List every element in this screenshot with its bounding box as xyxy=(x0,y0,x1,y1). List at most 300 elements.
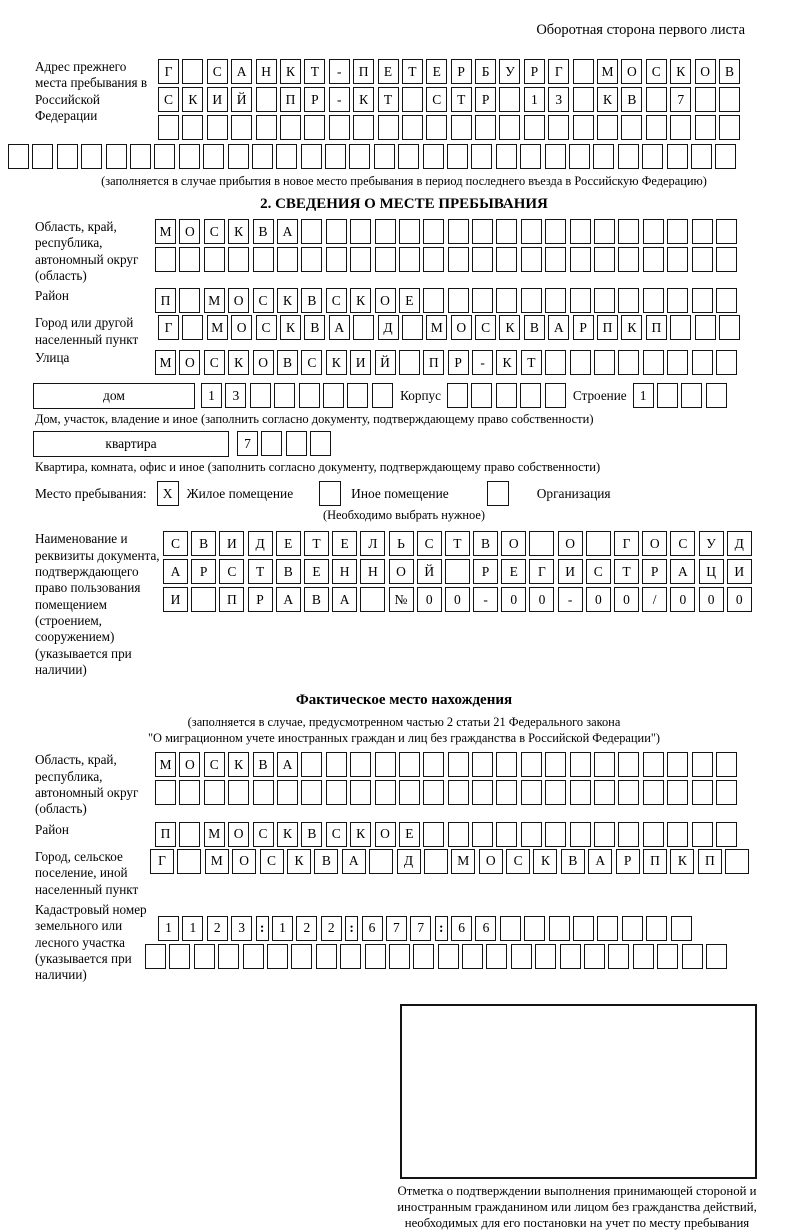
grid-cell[interactable] xyxy=(423,219,444,244)
grid-cell[interactable] xyxy=(228,144,249,169)
grid-cell[interactable] xyxy=(472,780,493,805)
grid-cell[interactable] xyxy=(32,144,53,169)
grid-cell[interactable] xyxy=(529,531,554,556)
grid-cell[interactable]: А xyxy=(588,849,612,874)
grid-cell[interactable]: В xyxy=(191,531,216,556)
grid-cell[interactable]: С xyxy=(586,559,611,584)
grid-cell[interactable] xyxy=(570,247,591,272)
grid-cell[interactable] xyxy=(695,87,716,112)
grid-cell[interactable] xyxy=(472,752,493,777)
grid-cell[interactable]: Д xyxy=(248,531,273,556)
grid-cell[interactable] xyxy=(716,247,737,272)
grid-cell[interactable] xyxy=(231,115,252,140)
grid-cell[interactable]: К xyxy=(228,350,249,375)
grid-cell[interactable] xyxy=(594,247,615,272)
grid-cell[interactable]: О xyxy=(179,752,200,777)
grid-cell[interactable] xyxy=(646,115,667,140)
grid-cell[interactable]: В xyxy=(561,849,585,874)
organization-checkbox[interactable] xyxy=(487,481,509,506)
grid-cell[interactable] xyxy=(719,87,740,112)
grid-cell[interactable] xyxy=(182,115,203,140)
grid-cell[interactable]: : xyxy=(435,916,448,941)
grid-cell[interactable] xyxy=(372,383,393,408)
grid-cell[interactable] xyxy=(715,144,736,169)
grid-cell[interactable] xyxy=(545,288,566,313)
grid-cell[interactable]: Т xyxy=(445,531,470,556)
grid-cell[interactable] xyxy=(145,944,166,969)
grid-cell[interactable]: О xyxy=(228,822,249,847)
grid-cell[interactable] xyxy=(570,288,591,313)
grid-cell[interactable]: М xyxy=(155,752,176,777)
grid-cell[interactable]: И xyxy=(219,531,244,556)
grid-cell[interactable] xyxy=(521,752,542,777)
grid-cell[interactable]: К xyxy=(353,87,374,112)
grid-cell[interactable]: Т xyxy=(451,87,472,112)
grid-cell[interactable] xyxy=(316,944,337,969)
grid-cell[interactable] xyxy=(667,822,688,847)
grid-cell[interactable]: 6 xyxy=(451,916,472,941)
grid-cell[interactable]: 0 xyxy=(529,587,554,612)
grid-cell[interactable] xyxy=(692,219,713,244)
grid-cell[interactable] xyxy=(350,219,371,244)
grid-cell[interactable] xyxy=(286,431,307,456)
grid-cell[interactable]: О xyxy=(642,531,667,556)
grid-cell[interactable]: Б xyxy=(475,59,496,84)
grid-cell[interactable] xyxy=(594,288,615,313)
grid-cell[interactable] xyxy=(399,247,420,272)
grid-cell[interactable]: С xyxy=(426,87,447,112)
grid-cell[interactable] xyxy=(545,144,566,169)
grid-cell[interactable] xyxy=(462,944,483,969)
grid-cell[interactable] xyxy=(375,219,396,244)
grid-cell[interactable]: И xyxy=(207,87,228,112)
grid-cell[interactable]: Т xyxy=(248,559,273,584)
grid-cell[interactable] xyxy=(448,822,469,847)
grid-cell[interactable] xyxy=(657,383,678,408)
grid-cell[interactable] xyxy=(389,944,410,969)
grid-cell[interactable]: К xyxy=(280,315,301,340)
grid-cell[interactable]: В xyxy=(301,288,322,313)
grid-cell[interactable]: Д xyxy=(397,849,421,874)
grid-cell[interactable]: С xyxy=(326,822,347,847)
grid-cell[interactable] xyxy=(706,944,727,969)
grid-cell[interactable] xyxy=(643,752,664,777)
grid-cell[interactable] xyxy=(423,247,444,272)
grid-cell[interactable] xyxy=(570,350,591,375)
grid-cell[interactable]: 1 xyxy=(182,916,203,941)
grid-cell[interactable] xyxy=(496,219,517,244)
grid-cell[interactable]: П xyxy=(155,288,176,313)
grid-cell[interactable] xyxy=(301,247,322,272)
grid-cell[interactable]: 0 xyxy=(445,587,470,612)
grid-cell[interactable]: 3 xyxy=(225,383,246,408)
grid-cell[interactable]: И xyxy=(558,559,583,584)
grid-cell[interactable] xyxy=(267,944,288,969)
residential-checkbox[interactable]: X xyxy=(157,481,179,506)
grid-cell[interactable]: Р xyxy=(573,315,594,340)
grid-cell[interactable] xyxy=(423,144,444,169)
grid-cell[interactable]: К xyxy=(499,315,520,340)
grid-cell[interactable]: 0 xyxy=(670,587,695,612)
grid-cell[interactable]: 1 xyxy=(524,87,545,112)
grid-cell[interactable] xyxy=(496,822,517,847)
grid-cell[interactable] xyxy=(448,780,469,805)
grid-cell[interactable]: К xyxy=(621,315,642,340)
grid-cell[interactable]: К xyxy=(228,752,249,777)
grid-cell[interactable]: К xyxy=(597,87,618,112)
grid-cell[interactable]: С xyxy=(256,315,277,340)
grid-cell[interactable] xyxy=(496,247,517,272)
grid-cell[interactable]: Р xyxy=(304,87,325,112)
grid-cell[interactable]: Е xyxy=(332,531,357,556)
grid-cell[interactable] xyxy=(447,144,468,169)
grid-cell[interactable] xyxy=(511,944,532,969)
grid-cell[interactable] xyxy=(329,115,350,140)
grid-cell[interactable]: О xyxy=(451,315,472,340)
grid-cell[interactable]: К xyxy=(670,849,694,874)
grid-cell[interactable]: О xyxy=(253,350,274,375)
grid-cell[interactable]: Г xyxy=(548,59,569,84)
grid-cell[interactable] xyxy=(191,587,216,612)
grid-cell[interactable] xyxy=(424,849,448,874)
grid-cell[interactable] xyxy=(256,115,277,140)
grid-cell[interactable] xyxy=(725,849,749,874)
grid-cell[interactable] xyxy=(81,144,102,169)
grid-cell[interactable] xyxy=(584,944,605,969)
grid-cell[interactable]: О xyxy=(389,559,414,584)
grid-cell[interactable] xyxy=(597,916,618,941)
grid-cell[interactable] xyxy=(326,752,347,777)
grid-cell[interactable]: : xyxy=(345,916,358,941)
grid-cell[interactable]: У xyxy=(699,531,724,556)
grid-cell[interactable]: С xyxy=(417,531,442,556)
grid-cell[interactable] xyxy=(426,115,447,140)
grid-cell[interactable] xyxy=(633,944,654,969)
grid-cell[interactable]: А xyxy=(332,587,357,612)
grid-cell[interactable] xyxy=(692,752,713,777)
grid-cell[interactable] xyxy=(681,383,702,408)
grid-cell[interactable] xyxy=(594,822,615,847)
grid-cell[interactable] xyxy=(695,115,716,140)
grid-cell[interactable] xyxy=(695,315,716,340)
grid-cell[interactable] xyxy=(8,144,29,169)
grid-cell[interactable] xyxy=(57,144,78,169)
grid-cell[interactable] xyxy=(573,115,594,140)
grid-cell[interactable]: А xyxy=(329,315,350,340)
grid-cell[interactable] xyxy=(521,247,542,272)
grid-cell[interactable]: Т xyxy=(304,59,325,84)
grid-cell[interactable] xyxy=(182,59,203,84)
grid-cell[interactable] xyxy=(304,115,325,140)
grid-cell[interactable]: С xyxy=(506,849,530,874)
grid-cell[interactable] xyxy=(179,247,200,272)
grid-cell[interactable] xyxy=(545,219,566,244)
grid-cell[interactable] xyxy=(349,144,370,169)
grid-cell[interactable]: О xyxy=(501,531,526,556)
grid-cell[interactable]: П xyxy=(280,87,301,112)
grid-cell[interactable] xyxy=(277,247,298,272)
grid-cell[interactable]: В xyxy=(473,531,498,556)
grid-cell[interactable] xyxy=(438,944,459,969)
grid-cell[interactable] xyxy=(521,219,542,244)
grid-cell[interactable] xyxy=(716,288,737,313)
grid-cell[interactable] xyxy=(570,822,591,847)
grid-cell[interactable] xyxy=(280,115,301,140)
grid-cell[interactable]: С xyxy=(253,822,274,847)
grid-cell[interactable] xyxy=(326,247,347,272)
grid-cell[interactable]: О xyxy=(375,822,396,847)
grid-cell[interactable]: Т xyxy=(614,559,639,584)
grid-cell[interactable] xyxy=(276,144,297,169)
grid-cell[interactable] xyxy=(243,944,264,969)
grid-cell[interactable]: А xyxy=(277,219,298,244)
grid-cell[interactable]: С xyxy=(475,315,496,340)
grid-cell[interactable] xyxy=(402,87,423,112)
grid-cell[interactable] xyxy=(496,752,517,777)
grid-cell[interactable]: П xyxy=(423,350,444,375)
grid-cell[interactable] xyxy=(716,752,737,777)
grid-cell[interactable]: 0 xyxy=(501,587,526,612)
grid-cell[interactable] xyxy=(670,115,691,140)
grid-cell[interactable] xyxy=(204,247,225,272)
grid-cell[interactable]: Р xyxy=(642,559,667,584)
grid-cell[interactable] xyxy=(496,288,517,313)
grid-cell[interactable] xyxy=(399,780,420,805)
grid-cell[interactable] xyxy=(520,144,541,169)
grid-cell[interactable] xyxy=(472,822,493,847)
grid-cell[interactable]: В xyxy=(301,822,322,847)
grid-cell[interactable]: О xyxy=(375,288,396,313)
grid-cell[interactable] xyxy=(545,752,566,777)
grid-cell[interactable]: К xyxy=(287,849,311,874)
grid-cell[interactable]: К xyxy=(228,219,249,244)
grid-cell[interactable]: № xyxy=(389,587,414,612)
grid-cell[interactable]: А xyxy=(670,559,695,584)
grid-cell[interactable] xyxy=(622,916,643,941)
grid-cell[interactable] xyxy=(520,383,541,408)
grid-cell[interactable] xyxy=(618,822,639,847)
grid-cell[interactable] xyxy=(618,780,639,805)
grid-cell[interactable]: К xyxy=(670,59,691,84)
grid-cell[interactable] xyxy=(448,288,469,313)
grid-cell[interactable] xyxy=(521,780,542,805)
grid-cell[interactable] xyxy=(472,288,493,313)
grid-cell[interactable] xyxy=(375,780,396,805)
grid-cell[interactable] xyxy=(593,144,614,169)
grid-cell[interactable] xyxy=(301,752,322,777)
grid-cell[interactable] xyxy=(169,944,190,969)
grid-cell[interactable] xyxy=(402,315,423,340)
grid-cell[interactable]: 3 xyxy=(231,916,252,941)
grid-cell[interactable]: / xyxy=(642,587,667,612)
grid-cell[interactable] xyxy=(399,350,420,375)
grid-cell[interactable] xyxy=(496,383,517,408)
grid-cell[interactable] xyxy=(548,115,569,140)
grid-cell[interactable] xyxy=(471,144,492,169)
grid-cell[interactable] xyxy=(301,144,322,169)
grid-cell[interactable] xyxy=(350,247,371,272)
grid-cell[interactable] xyxy=(447,383,468,408)
grid-cell[interactable]: 2 xyxy=(321,916,342,941)
grid-cell[interactable]: - xyxy=(558,587,583,612)
grid-cell[interactable] xyxy=(261,431,282,456)
grid-cell[interactable]: 7 xyxy=(237,431,258,456)
grid-cell[interactable] xyxy=(618,752,639,777)
grid-cell[interactable] xyxy=(347,383,368,408)
grid-cell[interactable]: В xyxy=(314,849,338,874)
grid-cell[interactable] xyxy=(594,350,615,375)
grid-cell[interactable]: С xyxy=(158,87,179,112)
grid-cell[interactable] xyxy=(448,752,469,777)
grid-cell[interactable]: Р xyxy=(448,350,469,375)
grid-cell[interactable] xyxy=(158,115,179,140)
grid-cell[interactable] xyxy=(692,350,713,375)
grid-cell[interactable]: Л xyxy=(360,531,385,556)
grid-cell[interactable] xyxy=(326,780,347,805)
grid-cell[interactable]: К xyxy=(280,59,301,84)
grid-cell[interactable] xyxy=(535,944,556,969)
grid-cell[interactable]: Д xyxy=(727,531,752,556)
grid-cell[interactable]: 7 xyxy=(670,87,691,112)
grid-cell[interactable]: Н xyxy=(256,59,277,84)
grid-cell[interactable] xyxy=(398,144,419,169)
grid-cell[interactable] xyxy=(545,780,566,805)
grid-cell[interactable]: У xyxy=(499,59,520,84)
grid-cell[interactable] xyxy=(667,247,688,272)
grid-cell[interactable] xyxy=(375,752,396,777)
grid-cell[interactable] xyxy=(207,115,228,140)
grid-cell[interactable]: Е xyxy=(276,531,301,556)
grid-cell[interactable]: 1 xyxy=(272,916,293,941)
grid-cell[interactable]: М xyxy=(205,849,229,874)
grid-cell[interactable] xyxy=(155,780,176,805)
grid-cell[interactable] xyxy=(228,780,249,805)
grid-cell[interactable]: Е xyxy=(399,822,420,847)
grid-cell[interactable] xyxy=(365,944,386,969)
grid-cell[interactable]: А xyxy=(342,849,366,874)
grid-cell[interactable] xyxy=(203,144,224,169)
grid-cell[interactable] xyxy=(692,780,713,805)
grid-cell[interactable] xyxy=(472,219,493,244)
grid-cell[interactable] xyxy=(646,916,667,941)
grid-cell[interactable]: К xyxy=(182,87,203,112)
grid-cell[interactable] xyxy=(218,944,239,969)
grid-cell[interactable]: Г xyxy=(158,59,179,84)
grid-cell[interactable] xyxy=(291,944,312,969)
grid-cell[interactable]: Н xyxy=(332,559,357,584)
grid-cell[interactable] xyxy=(252,144,273,169)
grid-cell[interactable]: Р xyxy=(473,559,498,584)
grid-cell[interactable] xyxy=(177,849,201,874)
grid-cell[interactable]: И xyxy=(350,350,371,375)
grid-cell[interactable]: 6 xyxy=(475,916,496,941)
grid-cell[interactable] xyxy=(618,247,639,272)
grid-cell[interactable] xyxy=(560,944,581,969)
grid-cell[interactable]: С xyxy=(670,531,695,556)
grid-cell[interactable] xyxy=(570,752,591,777)
grid-cell[interactable] xyxy=(451,115,472,140)
grid-cell[interactable] xyxy=(643,350,664,375)
grid-cell[interactable] xyxy=(360,587,385,612)
grid-cell[interactable]: К xyxy=(350,822,371,847)
grid-cell[interactable]: О xyxy=(479,849,503,874)
grid-cell[interactable] xyxy=(274,383,295,408)
grid-cell[interactable] xyxy=(423,822,444,847)
grid-cell[interactable] xyxy=(340,944,361,969)
grid-cell[interactable]: Р xyxy=(191,559,216,584)
grid-cell[interactable] xyxy=(642,144,663,169)
grid-cell[interactable]: О xyxy=(231,315,252,340)
grid-cell[interactable] xyxy=(594,219,615,244)
grid-cell[interactable]: О xyxy=(232,849,256,874)
grid-cell[interactable] xyxy=(667,752,688,777)
grid-cell[interactable]: С xyxy=(326,288,347,313)
grid-cell[interactable]: 0 xyxy=(699,587,724,612)
grid-cell[interactable] xyxy=(573,87,594,112)
grid-cell[interactable]: О xyxy=(695,59,716,84)
grid-cell[interactable] xyxy=(524,916,545,941)
grid-cell[interactable]: С xyxy=(207,59,228,84)
grid-cell[interactable]: П xyxy=(597,315,618,340)
grid-cell[interactable]: К xyxy=(277,822,298,847)
grid-cell[interactable] xyxy=(618,219,639,244)
grid-cell[interactable]: М xyxy=(597,59,618,84)
grid-cell[interactable]: 1 xyxy=(201,383,222,408)
grid-cell[interactable] xyxy=(179,144,200,169)
grid-cell[interactable]: 0 xyxy=(614,587,639,612)
grid-cell[interactable]: Ц xyxy=(699,559,724,584)
grid-cell[interactable] xyxy=(299,383,320,408)
grid-cell[interactable]: М xyxy=(426,315,447,340)
grid-cell[interactable] xyxy=(301,780,322,805)
grid-cell[interactable] xyxy=(545,247,566,272)
grid-cell[interactable] xyxy=(399,219,420,244)
grid-cell[interactable] xyxy=(496,144,517,169)
grid-cell[interactable] xyxy=(643,822,664,847)
grid-cell[interactable]: П xyxy=(646,315,667,340)
grid-cell[interactable] xyxy=(706,383,727,408)
grid-cell[interactable] xyxy=(594,780,615,805)
grid-cell[interactable] xyxy=(499,87,520,112)
grid-cell[interactable] xyxy=(570,219,591,244)
grid-cell[interactable]: В xyxy=(524,315,545,340)
grid-cell[interactable]: С xyxy=(163,531,188,556)
grid-cell[interactable] xyxy=(423,780,444,805)
grid-cell[interactable]: П xyxy=(219,587,244,612)
grid-cell[interactable]: Г xyxy=(158,315,179,340)
grid-cell[interactable]: К xyxy=(350,288,371,313)
grid-cell[interactable]: А xyxy=(276,587,301,612)
grid-cell[interactable]: 7 xyxy=(386,916,407,941)
grid-cell[interactable] xyxy=(353,115,374,140)
grid-cell[interactable]: В xyxy=(304,315,325,340)
grid-cell[interactable]: 6 xyxy=(362,916,383,941)
grid-cell[interactable] xyxy=(716,780,737,805)
grid-cell[interactable]: В xyxy=(304,587,329,612)
grid-cell[interactable] xyxy=(671,916,692,941)
grid-cell[interactable]: Г xyxy=(150,849,174,874)
grid-cell[interactable]: Т xyxy=(402,59,423,84)
grid-cell[interactable]: В xyxy=(277,350,298,375)
grid-cell[interactable] xyxy=(413,944,434,969)
grid-cell[interactable] xyxy=(545,350,566,375)
grid-cell[interactable]: 1 xyxy=(633,383,654,408)
grid-cell[interactable]: Е xyxy=(426,59,447,84)
grid-cell[interactable] xyxy=(618,288,639,313)
grid-cell[interactable] xyxy=(621,115,642,140)
grid-cell[interactable]: В xyxy=(621,87,642,112)
grid-cell[interactable] xyxy=(670,315,691,340)
